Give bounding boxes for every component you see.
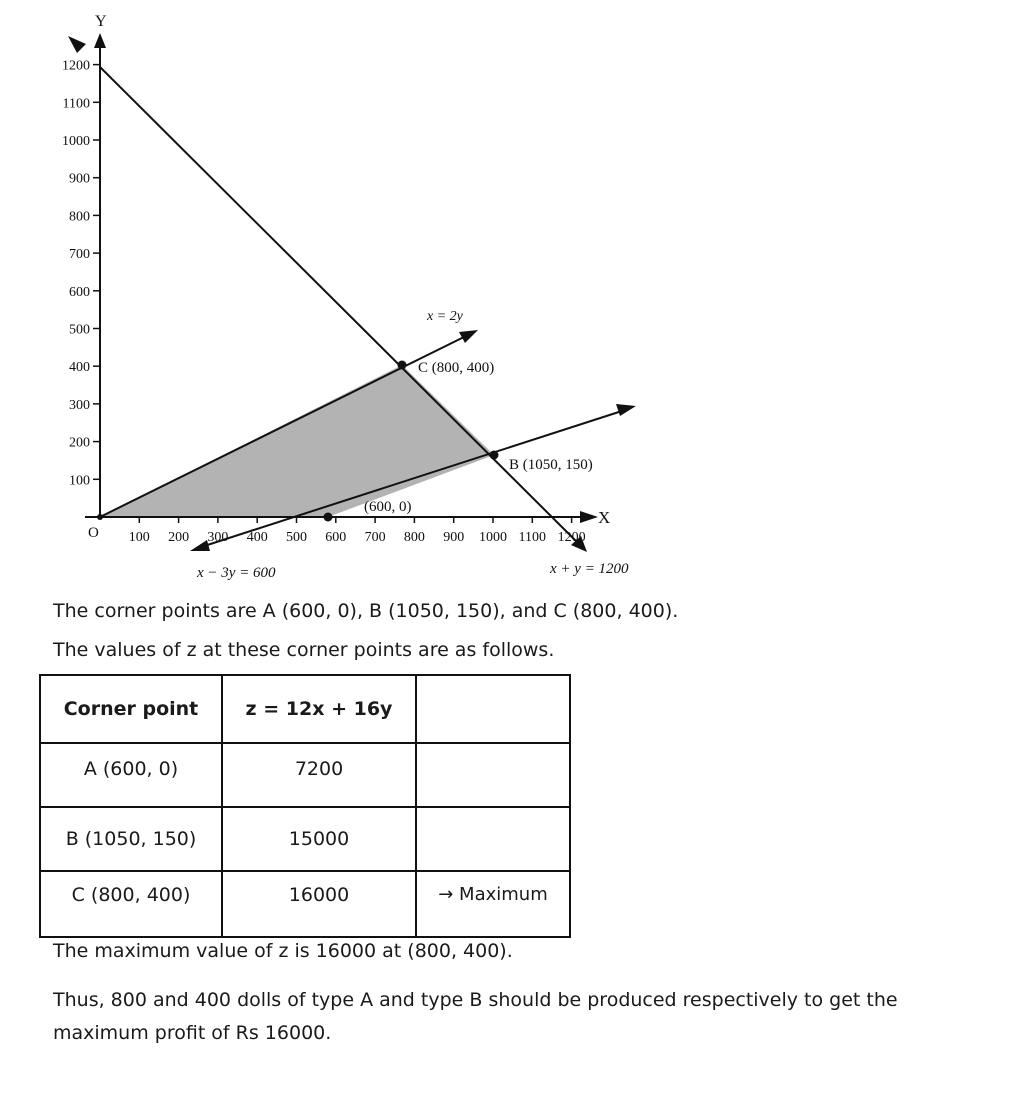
x-tick-label: 400: [246, 530, 268, 545]
table-cell-value: 15000: [222, 807, 416, 871]
x-tick-label: 700: [364, 530, 386, 545]
point-a: [324, 513, 333, 522]
table-cell-value: 16000: [222, 871, 416, 937]
origin-label: O: [88, 525, 99, 541]
x-tick-label: 100: [128, 530, 150, 545]
table-cell-note: [416, 743, 570, 807]
table-row: [40, 743, 570, 807]
table-cell-point: C (800, 400): [40, 871, 222, 937]
table-cell-point: B (1050, 150): [40, 807, 222, 871]
y-tick-label: 100: [69, 473, 90, 489]
line-x-plus-y-arrow: [68, 36, 86, 53]
x-tick-label: 600: [325, 530, 347, 545]
x-tick-label: 1100: [518, 530, 547, 545]
y-tick-label: 600: [69, 284, 90, 300]
table-row: [40, 807, 570, 871]
y-tick-label: 400: [69, 360, 90, 376]
values-intro-text: The values of z at these corner points are as follows.: [53, 639, 555, 661]
y-tick-label: 1100: [62, 96, 90, 112]
point-origin: [97, 514, 103, 520]
x-tick-label: 1200: [557, 530, 586, 545]
x-axis-arrow: [580, 511, 598, 523]
point-b-label: B (1050, 150): [509, 457, 593, 473]
point-a-label: (600, 0): [364, 499, 412, 515]
point-b: [490, 451, 499, 460]
y-tick-label: 800: [69, 209, 90, 225]
x-tick-label: 200: [168, 530, 190, 545]
table-row: [40, 871, 570, 937]
y-axis-arrow: [94, 33, 106, 48]
y-tick-label: 700: [69, 247, 90, 263]
table-cell-point: A (600, 0): [40, 743, 222, 807]
line-x-plus-y-label: x + y = 1200: [550, 561, 629, 577]
table-cell-note: [416, 807, 570, 871]
x-tick-label: 1000: [479, 530, 507, 545]
table-cell-value: 7200: [222, 743, 416, 807]
table-header-row: [40, 675, 570, 743]
table-cell-maximum: → Maximum: [416, 871, 570, 937]
y-tick-label: 900: [69, 171, 90, 187]
x-tick-label: 500: [286, 530, 307, 545]
conclusion-text: Thus, 800 and 400 dolls of type A and type B should be produced respectively to get the maximum profit of Rs 16000.: [53, 989, 898, 1044]
x-tick-label: 900: [443, 530, 465, 545]
table-header-z: z = 12x + 16y: [222, 675, 416, 743]
x-tick-label: 300: [207, 530, 229, 545]
y-tick-label: 200: [69, 435, 90, 451]
corner-point-table: [39, 674, 571, 938]
line-x-minus-3y-label: x − 3y = 600: [197, 565, 276, 581]
line-x-minus-3y-arrow-end: [616, 404, 636, 416]
y-tick-label: 1200: [62, 58, 90, 74]
y-tick-label: 300: [69, 397, 90, 413]
max-value-text: The maximum value of z is 16000 at (800, 400).: [53, 940, 513, 962]
y-tick-label: 1000: [62, 134, 90, 149]
point-c-label: C (800, 400): [418, 360, 495, 376]
feasible-region: [100, 365, 494, 517]
y-axis-label: Y: [95, 13, 107, 30]
x-axis-label: X: [598, 508, 611, 527]
x-tick-label: 800: [403, 530, 425, 545]
corner-points-text: The corner points are A (600, 0), B (1050, 150), and C (800, 400).: [53, 600, 679, 622]
line-x-eq-2y-arrow: [459, 330, 478, 343]
table-header-empty: [416, 675, 570, 743]
point-c: [398, 361, 407, 370]
y-tick-label: 500: [69, 322, 90, 338]
line-x-eq-2y-label: x = 2y: [427, 309, 463, 324]
table-header-corner-point: Corner point: [40, 675, 222, 743]
